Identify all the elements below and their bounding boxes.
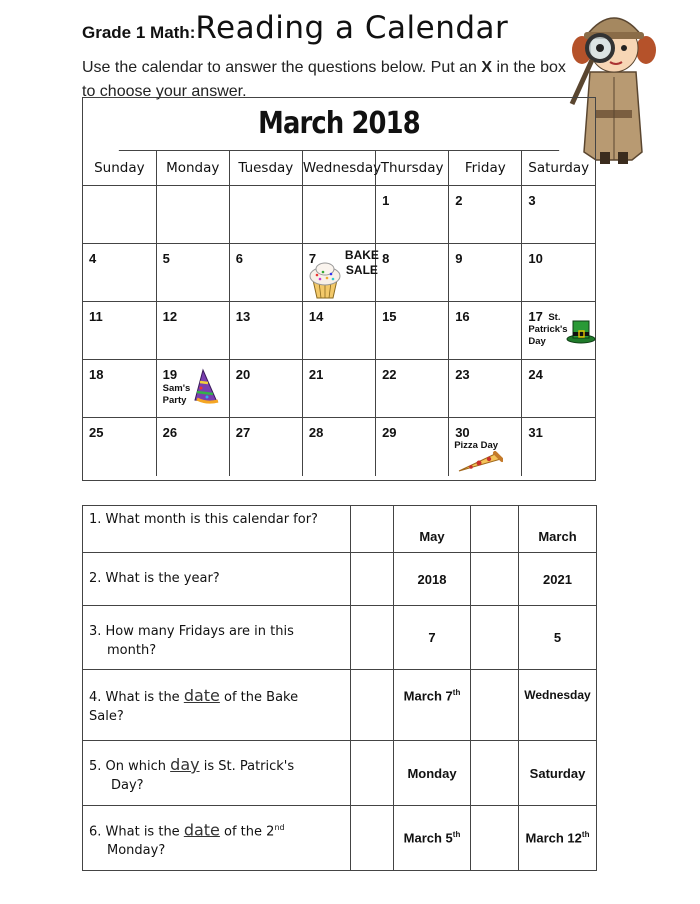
answer-option-b: 5 bbox=[519, 606, 597, 670]
question-line-end: of the 2 bbox=[219, 824, 275, 840]
day-number: 7 bbox=[308, 251, 317, 266]
questions-table bbox=[82, 505, 597, 871]
answer-checkbox-b[interactable] bbox=[471, 553, 519, 606]
question-row bbox=[83, 741, 597, 806]
day-cell: 16 bbox=[449, 302, 522, 360]
answer-checkbox-a[interactable] bbox=[351, 806, 394, 871]
question-keyword: date bbox=[183, 820, 220, 840]
question-line-end: is St. Patrick's bbox=[199, 759, 295, 774]
day-cell bbox=[229, 186, 302, 244]
question-line-end: of the Bake bbox=[219, 690, 299, 705]
weekday-header: Wednesday bbox=[302, 151, 375, 186]
day-cell: 21 bbox=[302, 360, 375, 418]
answer-text: March 12 bbox=[525, 830, 582, 846]
answer-checkbox-a[interactable] bbox=[351, 670, 394, 741]
party-hat-icon bbox=[193, 368, 221, 404]
calendar-week-row bbox=[83, 186, 595, 244]
question-line: 4. What is the bbox=[89, 690, 184, 705]
day-cell: 24 bbox=[522, 360, 595, 418]
bake-sale-label bbox=[345, 248, 379, 278]
day-cell: 2 bbox=[449, 186, 522, 244]
title-subject: Grade 1 Math: bbox=[82, 23, 196, 42]
st-patricks-line-1: St. bbox=[548, 312, 561, 323]
day-cell: 8 bbox=[376, 244, 449, 302]
answer-option-a: Monday bbox=[394, 741, 471, 806]
answer-option-b bbox=[519, 806, 597, 871]
answer-option-a: 7 bbox=[394, 606, 471, 670]
day-cell: 15 bbox=[376, 302, 449, 360]
weekday-header: Saturday bbox=[522, 151, 595, 186]
question-row bbox=[83, 506, 597, 553]
answer-checkbox-a[interactable] bbox=[351, 606, 394, 670]
question-line: 6. What is the bbox=[89, 824, 184, 840]
day-cell bbox=[302, 186, 375, 244]
question-text bbox=[83, 741, 351, 806]
answer-option-a bbox=[394, 670, 471, 741]
worksheet-header bbox=[82, 6, 582, 102]
answer-checkbox-b[interactable] bbox=[471, 506, 519, 553]
day-cell: 22 bbox=[376, 360, 449, 418]
day-cell: 23 bbox=[449, 360, 522, 418]
day-cell bbox=[156, 186, 229, 244]
day-cell: 25 bbox=[83, 418, 156, 476]
day-cell: 27 bbox=[229, 418, 302, 476]
weekday-header: Thursday bbox=[376, 151, 449, 186]
answer-text: March 5 bbox=[403, 830, 453, 846]
answer-checkbox-b[interactable] bbox=[471, 670, 519, 741]
day-number: 30 bbox=[455, 425, 470, 440]
sams-party-line-2: Party bbox=[162, 395, 187, 406]
weekday-header: Monday bbox=[156, 151, 229, 186]
worksheet-title bbox=[82, 10, 508, 46]
question-line: 1. What month is this calendar for? bbox=[89, 512, 318, 527]
question-line: 3. How many Fridays are in this bbox=[89, 624, 294, 639]
weekday-header: Sunday bbox=[83, 151, 156, 186]
day-cell: 1 bbox=[376, 186, 449, 244]
answer-checkbox-b[interactable] bbox=[471, 741, 519, 806]
question-suffix: nd bbox=[274, 823, 285, 832]
answer-option-b: 2021 bbox=[519, 553, 597, 606]
question-text bbox=[83, 606, 351, 670]
answer-suffix: th bbox=[581, 830, 590, 840]
instructions-text: Use the calendar to answer the questions below. Put an bbox=[82, 59, 482, 76]
question-text bbox=[83, 806, 351, 871]
answer-checkbox-b[interactable] bbox=[471, 606, 519, 670]
day-number: 19 bbox=[162, 367, 178, 382]
question-row bbox=[83, 670, 597, 741]
answer-suffix: th bbox=[452, 830, 461, 840]
day-cell: 28 bbox=[302, 418, 375, 476]
title-topic: Reading a Calendar bbox=[195, 10, 509, 46]
question-text bbox=[83, 506, 351, 553]
march-calendar bbox=[82, 97, 596, 481]
question-line: 5. On which bbox=[89, 759, 171, 774]
day-cell: 20 bbox=[229, 360, 302, 418]
day-cell: 11 bbox=[83, 302, 156, 360]
instructions-text-end: in the box to choose your answer. bbox=[82, 59, 566, 100]
day-cell: 10 bbox=[522, 244, 595, 302]
answer-checkbox-a[interactable] bbox=[351, 553, 394, 606]
calendar-week-row bbox=[83, 244, 595, 302]
question-line: 2. What is the year? bbox=[89, 571, 220, 586]
day-cell-bake-sale bbox=[302, 244, 379, 302]
question-text bbox=[83, 670, 351, 741]
answer-checkbox-a[interactable] bbox=[351, 506, 394, 553]
answer-checkbox-b[interactable] bbox=[471, 806, 519, 871]
answer-checkbox-a[interactable] bbox=[351, 741, 394, 806]
answer-suffix: th bbox=[452, 688, 461, 697]
day-cell-pizza-day bbox=[449, 418, 522, 476]
day-cell-st-patricks bbox=[522, 302, 595, 360]
st-patricks-line-3: Day bbox=[528, 336, 546, 347]
weekday-header: Friday bbox=[449, 151, 522, 186]
answer-text: March 7 bbox=[403, 688, 453, 704]
calendar-week-row bbox=[83, 360, 595, 418]
question-row bbox=[83, 553, 597, 606]
instructions-x: X bbox=[481, 59, 493, 76]
day-cell: 13 bbox=[229, 302, 302, 360]
cupcake-icon bbox=[307, 260, 343, 300]
question-row bbox=[83, 606, 597, 670]
calendar-title: March 2018 bbox=[119, 98, 559, 151]
day-cell: 6 bbox=[229, 244, 302, 302]
bake-sale-line-1: BAKE bbox=[344, 248, 379, 262]
question-line-2: Day? bbox=[111, 778, 144, 793]
day-cell: 12 bbox=[156, 302, 229, 360]
answer-option-b: March bbox=[519, 506, 597, 553]
leprechaun-hat-icon bbox=[566, 318, 596, 344]
pizza-day-label: Pizza Day bbox=[454, 440, 499, 451]
day-cell: 4 bbox=[83, 244, 156, 302]
weekday-header-row bbox=[83, 151, 595, 186]
day-cell: 3 bbox=[522, 186, 595, 244]
st-patricks-line-2: Patrick's bbox=[528, 324, 568, 335]
day-number: 17 bbox=[528, 309, 543, 324]
question-keyword: day bbox=[170, 755, 200, 774]
calendar-grid bbox=[83, 151, 595, 476]
pizza-slice-icon bbox=[457, 451, 503, 473]
day-cell: 29 bbox=[376, 418, 449, 476]
calendar-week-row bbox=[83, 302, 595, 360]
day-cell bbox=[83, 186, 156, 244]
day-cell: 9 bbox=[449, 244, 522, 302]
day-cell: 31 bbox=[522, 418, 595, 476]
day-cell: 5 bbox=[156, 244, 229, 302]
question-line-2: Sale? bbox=[89, 709, 124, 724]
answer-option-b: Saturday bbox=[519, 741, 597, 806]
answer-option-a: 2018 bbox=[394, 553, 471, 606]
question-row bbox=[83, 806, 597, 871]
question-keyword: date bbox=[183, 686, 220, 705]
question-line-2: Monday? bbox=[107, 843, 166, 859]
day-cell: 14 bbox=[302, 302, 375, 360]
bake-sale-line-2: SALE bbox=[345, 263, 378, 277]
question-text bbox=[83, 553, 351, 606]
day-cell: 18 bbox=[83, 360, 156, 418]
weekday-header: Tuesday bbox=[229, 151, 302, 186]
answer-option-b: Wednesday bbox=[519, 670, 597, 741]
sams-party-line-1: Sam's bbox=[162, 383, 191, 394]
answer-option-a: May bbox=[394, 506, 471, 553]
question-line-2: month? bbox=[107, 643, 157, 658]
calendar-week-row bbox=[83, 418, 595, 476]
answer-option-a bbox=[394, 806, 471, 871]
day-cell: 26 bbox=[156, 418, 229, 476]
day-cell-sams-party bbox=[156, 360, 229, 418]
